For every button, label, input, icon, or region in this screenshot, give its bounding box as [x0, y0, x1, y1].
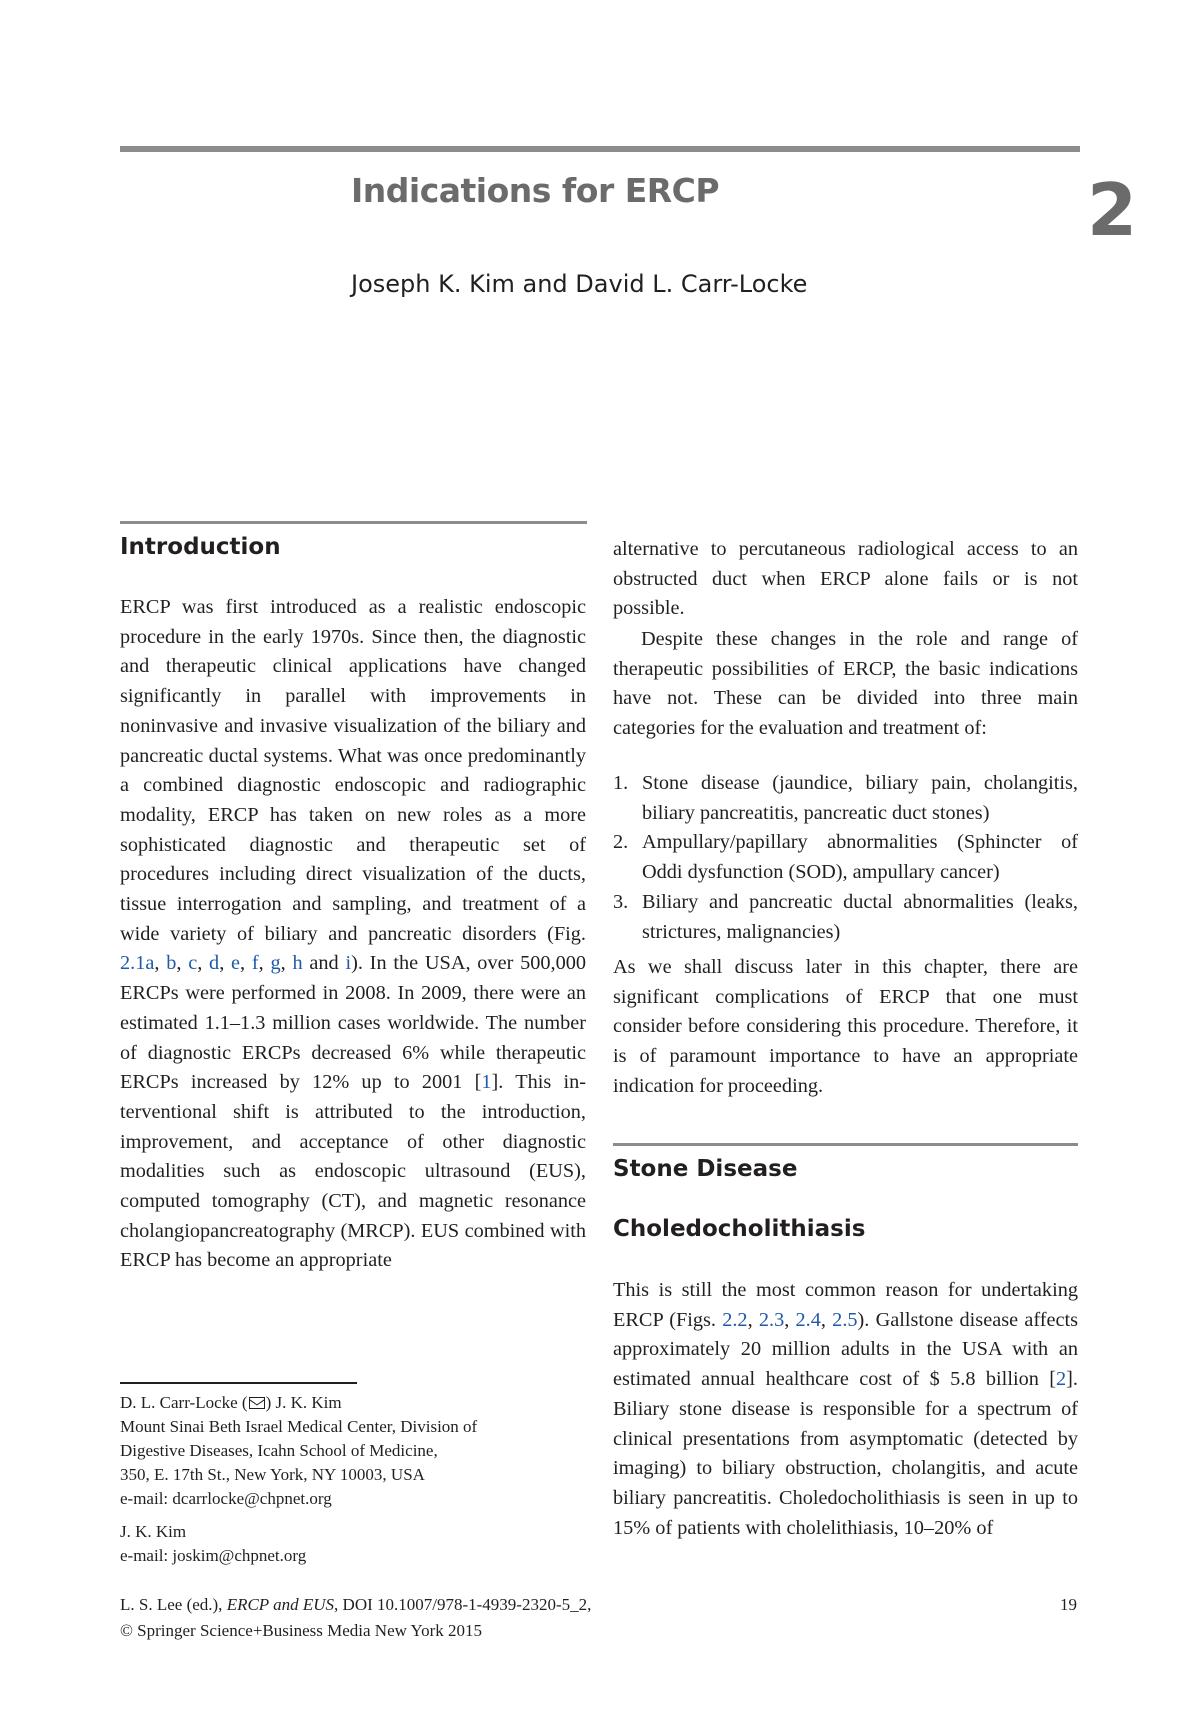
footnote-author-kim: J. K. Kim	[120, 1522, 187, 1541]
right-column-continuation: alternative to percutaneous radiological access to an obstructed duct when ERCP alone fails or is not possible.	[613, 538, 1078, 620]
fig-link-2-1a[interactable]: 2.1a	[120, 952, 155, 975]
intro-and: and	[302, 952, 346, 975]
copyright-line: © Springer Science+Business Media New York 2015	[120, 1621, 482, 1640]
list-item	[613, 828, 1078, 887]
citation-line	[120, 1592, 591, 1618]
introduction-paragraph: ERCP was first introduced as a realistic endoscopic procedure in the early 1970s. Since then, the diagnostic and therapeutic clinical applications have changed significantly in parallel with improvements in noninvasive and invasive visualization of the biliary and pancreatic ductal systems. What was once predominantly a combined diagnostic endoscopic and radiographic modality, ERCP has taken on new roles as a more sophisticated diagnostic and therapeutic set of procedures including direct visualization of the ducts, tissue interrogation and sampling, and treatment of a wide variety of biliary and pancreatic disorders (Fig. 2.1a, b, c, d, e, f, g, h and i). In the USA, over 500,000 ERCPs were performed in 2008. In 2009, there were an estimated 1.1–1.3 million cases worldwide. The number of diagnostic ERCPs decreased 6% while therapeutic ERCPs increased by 12% up to 2001 [1]. This interventional shift is attributed to the introduction, improvement, and acceptance of other diagnostic modalities such as endoscopic ultrasound (EUS), computed tomography (CT), and magnetic resonance cholangiopancreatography (MRCP). EUS combined with ERCP has become an appropriate	[120, 596, 587, 1272]
list-item-text: Ampullary/papillary abnormalities (Sphincter of Oddi dysfunction (SOD), ampullary cancer)	[642, 831, 1078, 884]
footnote-corresponding-author: D. L. Carr-Locke (	[120, 1393, 248, 1412]
indications-list	[613, 769, 1078, 947]
fig-link-b[interactable]: b	[166, 952, 177, 975]
list-item-number: 2.	[613, 831, 629, 854]
chapter-number: 2	[1087, 168, 1138, 252]
fig-link-d[interactable]: d	[209, 952, 220, 975]
footnote-affiliation-line: Digestive Diseases, Icahn School of Medicine,	[120, 1441, 438, 1460]
stone-disease-rule	[613, 1143, 1078, 1146]
footnote-email-carrlocke[interactable]: e-mail: dcarrlocke@chpnet.org	[120, 1489, 332, 1508]
reference-link-2[interactable]: 2	[1056, 1368, 1067, 1391]
intro-text-a: ERCP was first introduced as a realistic endoscopic procedure in the early 1970s. Since then, the diagnostic and therapeutic clinical applications have changed significantly in parallel with improvements in noninvasive and invasive visualization of the biliary and pancreatic ductal systems. What was once predominantly a combined diagnostic endoscopic and radiographic modality, ERCP has taken on new roles as a more sophisticated diagnostic and therapeutic set of procedures including direct visualization of the ducts, tissue interrogation and sampling, and treatment of a wide variety of biliary and pancreatic disorders (Fig.	[120, 596, 586, 945]
complications-paragraph: As we shall discuss later in this chapter, there are significant complications of ERCP that one must consider before considering this procedure. Therefore, it is of paramount importance to have an appropriate indication for proceeding.	[613, 956, 1078, 1097]
fig-link-2-2[interactable]: 2.2	[722, 1308, 748, 1331]
despite-paragraph	[613, 625, 1078, 744]
fig-link-i[interactable]: i	[345, 952, 352, 975]
list-item	[613, 888, 1078, 947]
stone-disease-heading: Stone Disease	[613, 1156, 798, 1182]
fig-link-2-3[interactable]: 2.3	[758, 1308, 785, 1331]
footnote-rule	[120, 1382, 357, 1384]
fig-link-e[interactable]: e	[231, 952, 241, 975]
chapter-top-rule	[120, 146, 1080, 152]
citation-book-title: ERCP and EUS	[226, 1595, 335, 1614]
chole-text-b: ). Gallstone disease affects approximately 20 million adults in the USA with an estimated annual healthcare cost of $ 5.8 billion [	[613, 1308, 1078, 1391]
chapter-title: Indications for ERCP	[351, 171, 720, 210]
footnote-email-kim[interactable]: e-mail: joskim@chpnet.org	[120, 1546, 307, 1565]
introduction-heading: Introduction	[120, 534, 281, 560]
list-item-text: Stone disease (jaundice, biliary pain, cholangitis, biliary pancreatitis, pancreatic duct stones)	[642, 772, 1078, 824]
footnote-spacer	[120, 1511, 477, 1520]
citation-block	[120, 1592, 591, 1644]
footnote-address-line: 350, E. 17th St., New York, NY 10003, USA	[120, 1465, 425, 1484]
list-item	[613, 769, 1078, 828]
list-item-text: Biliary and pancreatic ductal abnormalities (leaks, strictures, malignancies)	[642, 890, 1078, 943]
despite-text: Despite these changes in the role and range of therapeutic possibilities of ERCP, the basic indications have not. These can be divided into three main categories for the evaluation and treatment of:	[613, 628, 1078, 740]
fig-link-g[interactable]: g	[270, 952, 281, 975]
fig-link-c[interactable]: c	[188, 952, 198, 975]
footnote-coauthor: ) J. K. Kim	[265, 1393, 342, 1412]
reference-link-1[interactable]: 1	[481, 1071, 492, 1094]
fig-link-h[interactable]: h	[292, 952, 303, 975]
chapter-authors: Joseph K. Kim and David L. Carr-Locke	[351, 270, 808, 298]
page-number: 19	[1060, 1595, 1077, 1614]
envelope-icon	[249, 1397, 265, 1409]
citation-doi: , DOI 10.1007/978-1-4939-2320-5_2,	[334, 1595, 592, 1614]
choledocholithiasis-heading: Choledocholithiasis	[613, 1216, 866, 1242]
footnote-affiliation-line: Mount Sinai Beth Israel Medical Center, Division of	[120, 1417, 478, 1436]
intro-text-b: ). In the USA, over 500,000 ERCPs were performed in 2008. In 2009, there were an estimated 1.1–1.3 million cases worldwide. The number of diagnostic ERCPs decreased 6% while therapeutic ERCPs increased by 12% up to 2001 [	[120, 952, 587, 1094]
footnote-authors-line	[120, 1391, 477, 1415]
chole-text-a: This is still the most common reason for undertaking ERCP (Figs.	[613, 1279, 1078, 1331]
fig-link-f[interactable]: f	[251, 952, 259, 975]
fig-link-2-4[interactable]: 2.4	[795, 1308, 821, 1331]
list-item-number: 1.	[613, 772, 629, 794]
fig-link-2-5[interactable]: 2.5	[832, 1308, 858, 1331]
chole-text-c: ]. Biliary stone disease is responsible for a spectrum of clinical presentations from asymptomatic (detected by imaging) to biliary obstruction, cholangitis, and acute biliary pancreatitis. Choledocholithiasis is seen in up to 15% of patients with cholelithiasis, 10–20% of	[613, 1368, 1078, 1539]
introduction-rule	[120, 521, 587, 524]
choledocholithiasis-paragraph: This is still the most common reason for undertaking ERCP (Figs. 2.2, 2.3, 2.4, 2.5). Gallstone disease affects approximately 20 million adults in the USA with an estimated annual healthcare cost of $ 5.8 billion [2]. Biliary stone disease is responsible for a spectrum of clinical presentations from asymptomatic (detected by imaging) to biliary obstruction, cholangitis, and acute biliary pancreatitis. Choledocholithiasis is seen in up to 15% of patients with cholelithiasis, 10–20% of	[613, 1279, 1078, 1539]
intro-text-c: ]. This interventional shift is attributed to the introduction, improvement, and acceptance of other diagnostic modalities such as endoscopic ultrasound (EUS), computed tomography (CT), and magnetic resonance cholangiopancreatography (MRCP). EUS combined with ERCP has become an appropriate	[120, 1071, 586, 1272]
list-item-number: 3.	[613, 890, 629, 913]
author-affiliation-footnote	[120, 1391, 477, 1568]
citation-editor: L. S. Lee (ed.),	[120, 1595, 227, 1614]
